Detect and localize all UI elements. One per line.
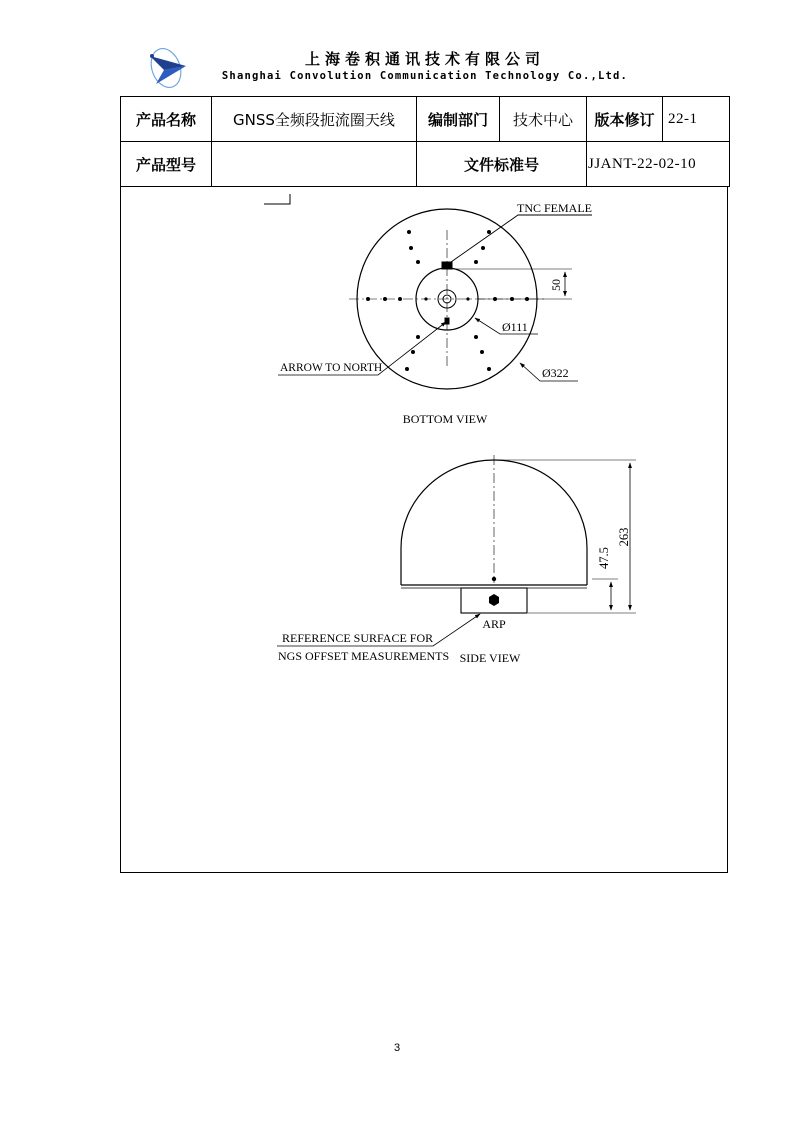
revision-label: 版本修订 xyxy=(587,97,663,142)
reference-label-1: REFERENCE SURFACE FOR xyxy=(282,631,434,645)
north-marker xyxy=(445,318,449,324)
product-name-value: GNSS全频段扼流圈天线 xyxy=(212,97,417,142)
dim-base-label: 47.5 xyxy=(597,547,611,569)
dept-value: 技术中心 xyxy=(500,97,587,142)
mounting-holes xyxy=(366,230,529,371)
doc-no-value: JJANT-22-02-10 xyxy=(587,142,730,187)
dim-offset-label: 50 xyxy=(549,279,563,291)
dept-label: 编制部门 xyxy=(417,97,500,142)
tnc-connector xyxy=(442,262,452,269)
dim-total-label: 263 xyxy=(617,527,631,547)
arrow-north-label: ARROW TO NORTH xyxy=(280,362,383,374)
arp-hex-icon xyxy=(489,594,499,606)
side-view xyxy=(277,455,636,646)
page-number: 3 xyxy=(393,1042,401,1054)
dim-inner-label: Ø111 xyxy=(502,320,528,334)
reference-label-2: NGS OFFSET MEASUREMENTS xyxy=(278,649,450,663)
corner-mark xyxy=(264,194,290,204)
arp-label: ARP xyxy=(482,617,506,631)
tnc-leader xyxy=(451,215,592,262)
product-name-label: 产品名称 xyxy=(121,97,212,142)
bottom-view-caption: BOTTOM VIEW xyxy=(402,412,488,426)
company-name-cn: 上海卷积通讯技术有限公司 xyxy=(304,50,545,68)
phase-center-dot xyxy=(492,577,496,581)
revision-value: 22-1 xyxy=(663,97,730,142)
dim-outer-label: Ø322 xyxy=(542,366,569,380)
model-label: 产品型号 xyxy=(121,142,212,187)
doc-no-label: 文件标准号 xyxy=(417,142,587,187)
company-name-en: Shanghai Convolution Communication Technology Co.,Ltd. xyxy=(221,70,629,82)
side-view-caption: SIDE VIEW xyxy=(459,651,521,665)
tnc-label: TNC FEMALE xyxy=(517,201,592,215)
